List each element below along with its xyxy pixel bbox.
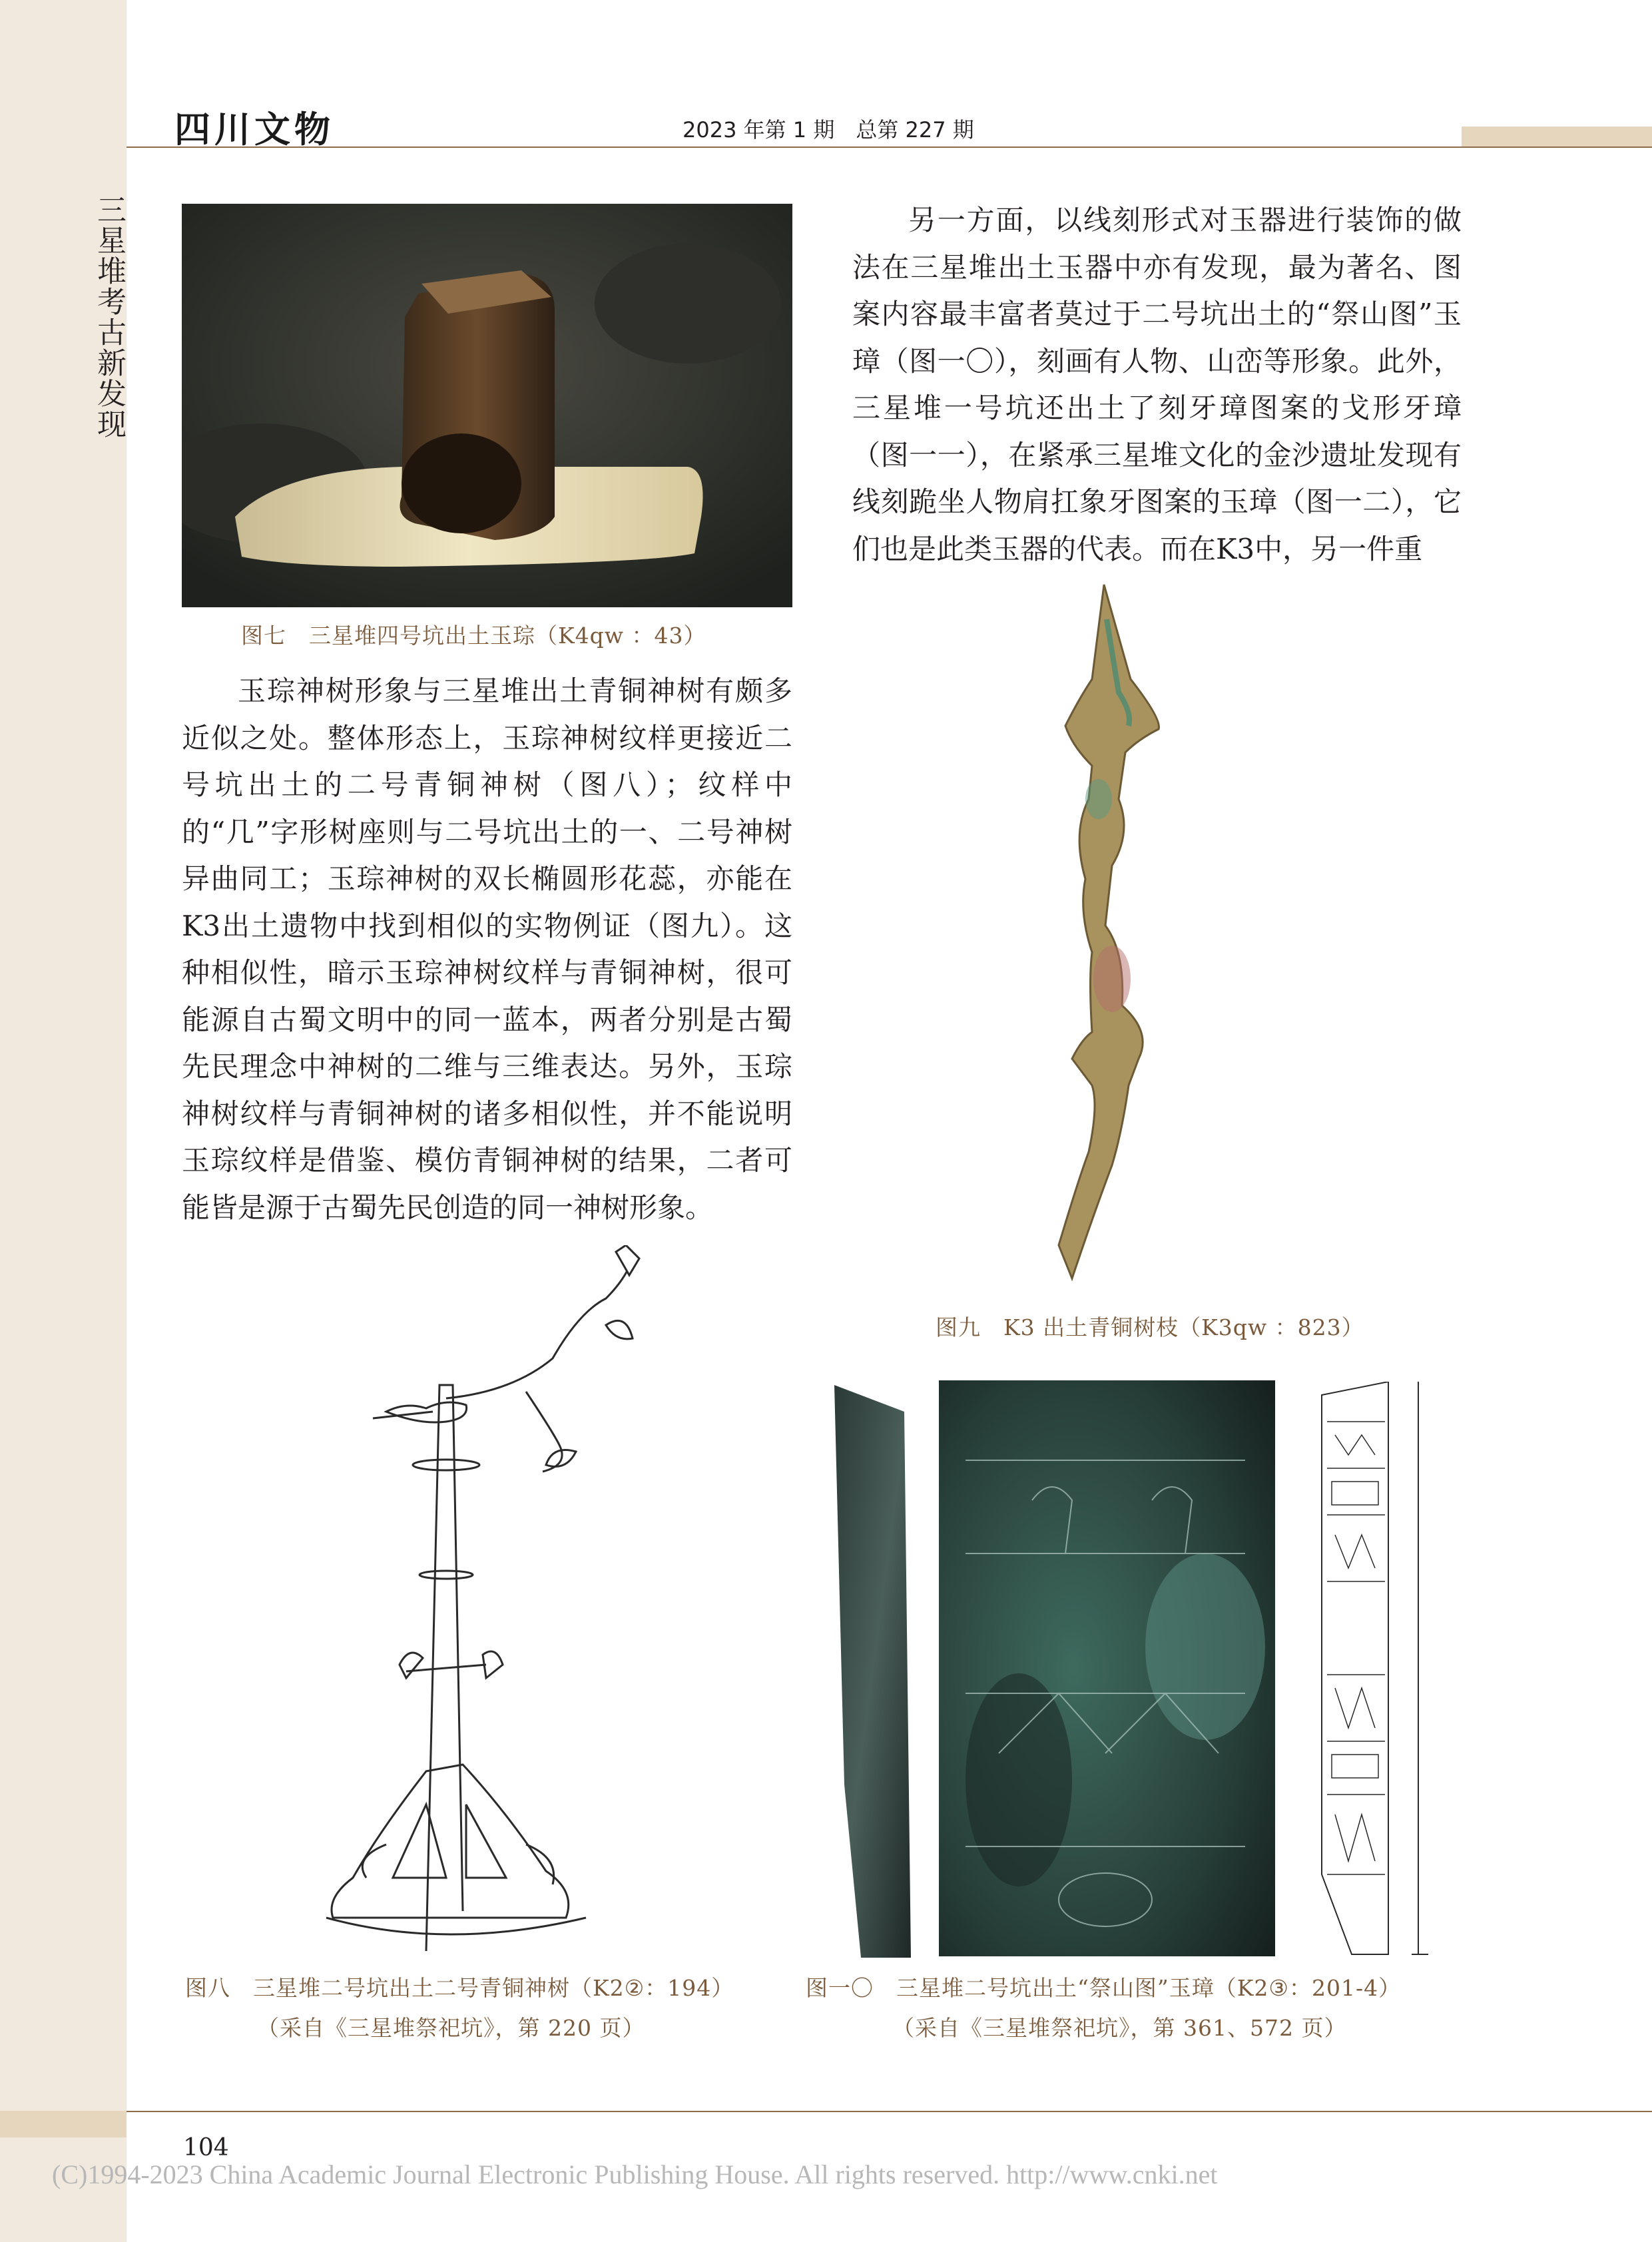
figure-10-line-drawing [1315,1382,1435,1961]
header-accent [1462,127,1652,146]
figure-10-caption: 图一〇 三星堆二号坑出土“祭山图”玉璋（K2③：201-4） [806,1975,1402,2001]
figure-7-photo [182,204,792,607]
header-rule [127,146,1652,148]
copyright-watermark: (C)1994-2023 China Academic Journal Electronic Publishing House. All rights reserved. http://www.cnki.net [52,2159,1218,2189]
left-column-text: 玉琮神树形象与三星堆出土青铜神树有颇多近似之处。整体形态上，玉琮神树纹样更接近二号坑出土的二号青铜神树（图八）；纹样中的“几”字形树座则与二号坑出土的一、二号神树异曲同工；玉琮神树的双长椭圆形花蕊，亦能在K3出土遗物中找到相似的实物例证（图九）。这种相似性，暗示玉琮神树纹样与青铜神树，很可能源自古蜀文明中的同一蓝本，两者分别是古蜀先民理念中神树的二维与三维表达。另外，玉琮神树纹样与青铜神树的诸多相似性，并不能说明玉琮纹样是借鉴、模仿青铜神树的结果，二者可能皆是源于古蜀先民创造的同一神树形象。 [182,675,792,1224]
figure-9-caption: 图九 K3 出土青铜树枝（K3qw ：823） [936,1314,1364,1340]
figure-10-side-photo [831,1385,911,1958]
journal-logo: 四川文物 [174,108,334,150]
figure-8-source: （采自《三星堆祭祀坑》，第 220 页） [257,2015,645,2041]
figure-8-drawing [313,1245,686,1958]
page-number: 104 [183,2134,229,2161]
figure-9-photo [1052,579,1252,1292]
issue-info: 2023 年第 1 期 总第 227 期 [683,117,974,142]
figure-10-source: （采自《三星堆祭祀坑》，第 361、572 页） [892,2015,1347,2041]
section-title: 三星堆考古新发现 [92,194,126,439]
right-column-text: 另一方面，以线刻形式对玉器进行装饰的做法在三星堆出土玉器中亦有发现，最为著名、图案内容最丰富者莫过于二号坑出土的“祭山图”玉璋（图一〇），刻画有人物、山峦等形象。此外，三星堆一号坑还出土了刻牙璋图案的戈形牙璋（图一一），在紧承三星堆文化的金沙遗址发现有线刻跪坐人物肩扛象牙图案的玉璋（图一二），它们也是此类玉器的代表。而在K3中，另一件重 [852,204,1462,565]
figure-8-caption: 图八 三星堆二号坑出土二号青铜神树（K2②：194） [185,1975,734,2001]
figure-7-caption: 图七 三星堆四号坑出土玉琮（K4qw ：43） [241,623,706,649]
footer-rule [127,2111,1652,2112]
footer-accent [0,2111,127,2137]
figure-10-front-photo [939,1380,1275,1956]
